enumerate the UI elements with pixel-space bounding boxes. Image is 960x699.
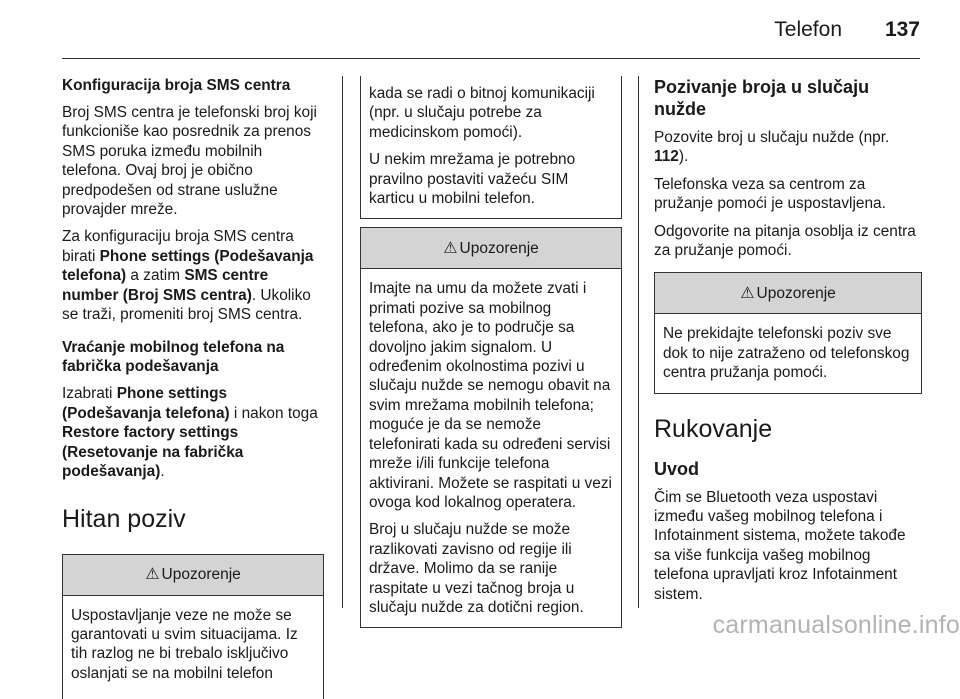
warning-text: Ne prekidajte telefonski poziv sve dok to nije zatraženo od telefonskog centra pružanja pomoći. (663, 324, 913, 382)
page-title: Telefon (774, 18, 842, 42)
warning-body (63, 596, 323, 699)
menu-restore-factory-settings: Restore factory settings (Resetovanje na fabrička podešavanja) (62, 424, 243, 480)
warning-body (655, 314, 921, 392)
sms-centre-paragraph-1: Broj SMS centra je telefonski broj koji funkcioniše kao posrednik za prenos SMS poruka između mobilnih telefona. Ovaj broj je obično predpodešen od strane uslužne provajder mreže. (62, 103, 324, 219)
column-right (654, 76, 922, 612)
menu-phone-settings: Phone settings (Podešavanja telefona) (62, 248, 313, 284)
intro-heading: Uvod (654, 458, 922, 480)
warning-box-emergency (62, 554, 324, 699)
warning-region-text: Broj u slučaju nužde se može razlikovati zavisno od regije ili države. Molimo da se ranije raspitate u vezi tačnog broja u slučaju nužde za dotični region. (369, 520, 613, 617)
warning-header (361, 228, 621, 269)
warning-triangle-icon: ⚠ (740, 284, 754, 303)
factory-reset-heading: Vraćanje mobilnog telefona na fabrička podešavanja (62, 338, 324, 376)
warning-body (361, 269, 621, 627)
sms-centre-heading: Konfiguracija broja SMS centra (62, 76, 324, 95)
warning-label: Upozorenje (162, 565, 241, 584)
menu-sms-centre-number: SMS centre number (Broj SMS centra) (62, 267, 268, 303)
emergency-dial-heading: Pozivanje broja u slučaju nužde (654, 76, 922, 120)
warning-header (655, 273, 921, 314)
header-rule (62, 58, 920, 59)
menu-phone-settings-2: Phone settings (Podešavanja telefona) (62, 385, 230, 421)
sms-centre-paragraph-2: Za konfiguraciju broja SMS centra birati Phone settings (Podešavanja telefona) a zatim SMS centre number (Broj SMS centra). Ukoliko se traži, promeniti broj SMS centra. (62, 227, 324, 324)
section-title-emergency-call: Hitan poziv (62, 504, 324, 534)
page-header (0, 0, 960, 58)
warning-triangle-icon: ⚠ (443, 239, 457, 258)
emergency-number: 112 (654, 148, 679, 165)
warning-label: Upozorenje (757, 284, 836, 303)
warning-header (63, 555, 323, 596)
warning-network-text: Imajte na umu da možete zvati i primati pozive sa mobilnog telefona, ako je to područje sa dovoljno jakim signalom. U određenim okolnostima pozivi u slučaju nužde se nemogu obavit na svim mrežama mobilnih telefona; moguće je da se nemože telefonirati kada su određeni servisi mreže i/ili funkcije telefona aktivirani. Možete se raspitati u vezi ovoga kod lokalnog operatera. (369, 279, 613, 512)
warning-continued-text-1: kada se radi o bitnoj komunikaciji (npr. u slučaju potrebe za medicinskom pomoći). (369, 76, 613, 142)
emergency-dial-paragraph-2: Telefonska veza sa centrom za pružanje pomoći je uspostavljena. (654, 175, 922, 214)
emergency-dial-paragraph-3: Odgovorite na pitanja osoblja iz centra za pružanje pomoći. (654, 222, 922, 261)
warning-continued-text-2: U nekim mrežama je potrebno pravilno postaviti važeću SIM karticu u mobilni telefon. (369, 150, 613, 208)
column-divider-2 (638, 76, 639, 608)
column-divider-1 (342, 76, 343, 608)
page-number: 137 (885, 18, 920, 42)
warning-triangle-icon: ⚠ (145, 565, 159, 584)
factory-reset-paragraph: Izabrati Phone settings (Podešavanja telefona) i nakon toga Restore factory settings (Resetovanje na fabrička podešavanja). (62, 384, 324, 481)
warning-box-dont-hang-up (654, 272, 922, 393)
emergency-dial-paragraph-1: Pozovite broj u slučaju nužde (npr. 112). (654, 128, 922, 167)
warning-text: Uspostavljanje veze ne može se garantovati u svim situacijama. Iz tih razlog ne bi trebalo isključivo oslanjati se na mobilni telefon (71, 606, 315, 684)
watermark: carmanualsonline.info (713, 611, 960, 640)
column-left (62, 76, 324, 699)
warning-box-network (360, 227, 622, 628)
column-middle (360, 76, 622, 628)
warning-box-continued (360, 76, 622, 219)
intro-paragraph: Čim se Bluetooth veza uspostavi između vašeg mobilnog telefona i Infotainment sistema, možete takođe sa više funkcija vašeg mobilnog telefona upravljati kroz Infotainment sistem. (654, 488, 922, 604)
warning-label: Upozorenje (460, 239, 539, 258)
section-title-operation: Rukovanje (654, 414, 922, 444)
